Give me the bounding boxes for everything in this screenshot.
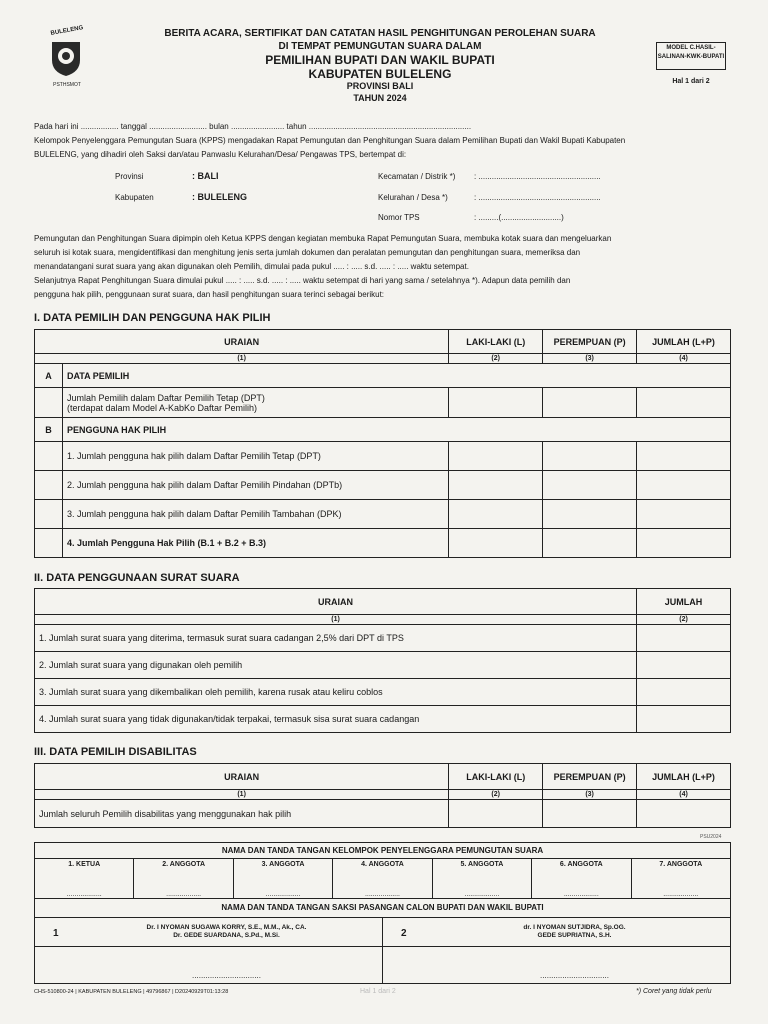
sign-anggota-2[interactable]: 2. ANGGOTA .................. — [134, 859, 233, 899]
col-header-uraian-3: URAIAN — [35, 764, 449, 790]
row-label-b: B — [35, 418, 63, 442]
kpps-title: NAMA DAN TANDA TANGAN KELOMPOK PENYELENGGARA PEMUNGUTAN SUARA — [35, 843, 730, 859]
input-dpt-j[interactable] — [637, 388, 731, 418]
kelurahan-label: Kelurahan / Desa *) — [378, 193, 448, 202]
intro-line-2: Kelompok Penyelenggara Pemungutan Suara (KPPS) mengadakan Rapat Pemungutan dan Penghitungan Suara dalam Pemilihan Bupati dan Wakil Bupati Kabupaten — [34, 136, 626, 145]
section-1-title: I. DATA PEMILIH DAN PENGGUNA HAK PILIH — [34, 312, 271, 324]
logo — [38, 25, 96, 94]
input-b3-p[interactable] — [543, 500, 637, 529]
input-s2-3[interactable] — [637, 679, 731, 706]
saksi-2-number: 2 — [401, 928, 407, 939]
intro-line-3: BULELENG, yang dihadiri oleh Saksi dan/atau Panwaslu Kelurahan/Desa/ Pengawas TPS, bertempat di: — [34, 150, 407, 159]
row-dpt: Jumlah Pemilih dalam Daftar Pemilih Tetap (DPT) (terdapat dalam Model A-KabKo Daftar Pemilih) — [62, 388, 448, 418]
paragraph-line-5: pengguna hak pilih, penggunaan surat suara, dan hasil penghitungan suara terinci sebagai berikut: — [34, 290, 385, 299]
saksi-1-number: 1 — [53, 928, 59, 939]
title-line-2: DI TEMPAT PEMUNGUTAN SUARA DALAM — [278, 41, 482, 52]
input-s3-j[interactable] — [637, 800, 731, 828]
col-header-uraian-2: URAIAN — [35, 589, 637, 615]
input-b2-l[interactable] — [449, 471, 543, 500]
section-2-title: II. DATA PENGGUNAAN SURAT SUARA — [34, 572, 240, 584]
col-header-perempuan: PEREMPUAN (P) — [543, 330, 637, 354]
input-dpt-l[interactable] — [449, 388, 543, 418]
row-b3: 3. Jumlah pengguna hak pilih dalam Daftar Pemilih Tambahan (DPK) — [62, 500, 448, 529]
sign-anggota-7[interactable]: 7. ANGGOTA .................. — [659, 861, 703, 898]
paragraph-line-3: menandatangani surat suara yang akan digunakan oleh Pemilih, dimulai pada pukul ..... : ..... s.d. ..... : ..... waktu setempat. — [34, 262, 469, 271]
input-b3-l[interactable] — [449, 500, 543, 529]
logo-text-top: BULELENG — [50, 25, 84, 37]
logo-text-bottom: PSTHSMOT — [53, 82, 81, 88]
input-b3-j[interactable] — [637, 500, 731, 529]
input-b4-j[interactable] — [637, 529, 731, 558]
col-header-jumlah-3: JUMLAH (L+P) — [637, 764, 731, 790]
sign-anggota-4[interactable]: 4. ANGGOTA .................. — [333, 859, 432, 899]
paragraph-line-1: Pemungutan dan Penghitungan Suara dipimpin oleh Ketua KPPS dengan kegiatan membuka Rapat Pemungutan Suara, membuka kotak suara dan mengeluarkan — [34, 234, 612, 243]
footer-id: CHS-510800-24 | KABUPATEN BULELENG | 49796867 | D20240929T01:13:28 — [34, 989, 229, 995]
input-s2-2[interactable] — [637, 652, 731, 679]
form-code: PSU2024 — [700, 834, 722, 840]
section-3-title: III. DATA PEMILIH DISABILITAS — [34, 746, 197, 758]
table-disabilitas — [34, 763, 731, 828]
row-label-a: A — [35, 364, 63, 388]
col-header-uraian: URAIAN — [35, 330, 449, 354]
row-title-pengguna: PENGGUNA HAK PILIH — [62, 418, 730, 442]
col-num-4: (4) — [637, 354, 731, 364]
input-b4-l[interactable] — [449, 529, 543, 558]
input-b2-p[interactable] — [543, 471, 637, 500]
kabupaten-label: Kabupaten — [115, 193, 154, 202]
input-b1-j[interactable] — [637, 442, 731, 471]
row-title-data-pemilih: DATA PEMILIH — [62, 364, 730, 388]
row-b2: 2. Jumlah pengguna hak pilih dalam Daftar Pemilih Pindahan (DPTb) — [62, 471, 448, 500]
paragraph-line-2: seluruh isi kotak suara, mengidentifikasi dan menghitung jenis serta jumlah dokumen dan peralatan pemungutan dan penghitungan suara, memeriksa dan — [34, 248, 581, 257]
col-num-3: (3) — [543, 354, 637, 364]
row-s2-4: 4. Jumlah surat suara yang tidak digunakan/tidak terpakai, termasuk sisa surat suara cadangan — [35, 706, 637, 733]
input-s3-l[interactable] — [449, 800, 543, 828]
title-line-1: BERITA ACARA, SERTIFIKAT DAN CATATAN HASIL PENGHITUNGAN PEROLEHAN SUARA — [164, 28, 596, 39]
row-s2-2: 2. Jumlah surat suara yang digunakan oleh pemilih — [35, 652, 637, 679]
input-b1-l[interactable] — [449, 442, 543, 471]
col-num-3-s3: (3) — [543, 790, 637, 800]
row-b1: 1. Jumlah pengguna hak pilih dalam Daftar Pemilih Tetap (DPT) — [62, 442, 448, 471]
sign-anggota-5[interactable]: 5. ANGGOTA .................. — [433, 859, 532, 899]
input-s2-1[interactable] — [637, 625, 731, 652]
page-number: Hal 1 dari 2 — [672, 78, 710, 85]
tps-field[interactable]: : .........(...........................) — [474, 213, 564, 222]
title-line-5: PROVINSI BALI — [346, 81, 414, 91]
kecamatan-field[interactable]: : ....................................................... — [474, 172, 601, 181]
input-s2-4[interactable] — [637, 706, 731, 733]
col-num-2: (2) — [449, 354, 543, 364]
col-header-laki: LAKI-LAKI (L) — [449, 330, 543, 354]
sign-anggota-6[interactable]: 6. ANGGOTA .................. — [532, 859, 631, 899]
col-header-jumlah: JUMLAH (L+P) — [637, 330, 731, 354]
title-line-4: KABUPATEN BULELENG — [308, 67, 452, 81]
input-s3-p[interactable] — [543, 800, 637, 828]
tps-label: Nomor TPS — [378, 213, 420, 222]
sign-saksi-1[interactable]: 1 Dr. I NYOMAN SUGAWA KORRY, S.E., M.M., Ak., CA. Dr. GEDE SUARDANA, S.Pd., M.Si. ............................... — [35, 918, 383, 984]
paragraph-line-4: Selanjutnya Rapat Penghitungan Suara dimulai pukul ..... : ..... s.d. ..... : ..... waktu setempat di hari yang sama / setelahnya *). Adapun data pemilih dan — [34, 276, 571, 285]
kelurahan-field[interactable]: : ....................................................... — [474, 193, 601, 202]
table-data-pemilih — [34, 329, 731, 558]
intro-line-1: Pada hari ini ................. tanggal .......................... bulan ........................ tahun ......................................................................... — [34, 122, 472, 131]
col-num-2-s3: (2) — [449, 790, 543, 800]
input-b1-p[interactable] — [543, 442, 637, 471]
col-num-4-s3: (4) — [637, 790, 731, 800]
col-num-1-s3: (1) — [35, 790, 449, 800]
sign-anggota-3[interactable]: 3. ANGGOTA .................. — [234, 859, 333, 899]
table-surat-suara — [34, 588, 731, 733]
title-line-3: PEMILIHAN BUPATI DAN WAKIL BUPATI — [265, 53, 495, 67]
model-box: MODEL C.HASIL-SALINAN-KWK-BUPATI — [656, 42, 726, 70]
col-num-1-s2: (1) — [35, 615, 637, 625]
provinsi-value: : BALI — [192, 171, 219, 181]
col-header-jumlah-2: JUMLAH — [637, 589, 731, 615]
kecamatan-label: Kecamatan / Distrik *) — [378, 172, 456, 181]
saksi-title: NAMA DAN TANDA TANGAN SAKSI PASANGAN CALON BUPATI DAN WAKIL BUPATI — [35, 899, 730, 918]
row-b4: 4. Jumlah Pengguna Hak Pilih (B.1 + B.2 + B.3) — [62, 529, 448, 558]
row-s3-1: Jumlah seluruh Pemilih disabilitas yang menggunakan hak pilih — [35, 800, 449, 828]
kabupaten-value: : BULELENG — [192, 192, 247, 202]
input-dpt-p[interactable] — [543, 388, 637, 418]
col-num-1: (1) — [35, 354, 449, 364]
col-header-laki-3: LAKI-LAKI (L) — [449, 764, 543, 790]
row-s2-1: 1. Jumlah surat suara yang diterima, termasuk surat suara cadangan 2,5% dari DPT di TPS — [35, 625, 637, 652]
col-num-2-s2: (2) — [637, 615, 731, 625]
title-line-6: TAHUN 2024 — [353, 93, 407, 103]
sign-saksi-2[interactable]: 2 dr. I NYOMAN SUTJIDRA, Sp.OG. GEDE SUPRIATNA, S.H. ............................... — [383, 918, 730, 984]
signature-saksi-box — [34, 898, 731, 984]
row-s2-3: 3. Jumlah surat suara yang dikembalikan oleh pemilih, karena rusak atau keliru coblos — [35, 679, 637, 706]
col-header-perempuan-3: PEREMPUAN (P) — [543, 764, 637, 790]
emblem-icon — [48, 38, 84, 78]
input-b2-j[interactable] — [637, 471, 731, 500]
footer-note: *) Coret yang tidak perlu — [636, 988, 712, 995]
input-b4-p[interactable] — [543, 529, 637, 558]
provinsi-label: Provinsi — [115, 172, 144, 181]
sign-ketua[interactable]: 1. KETUA .................. — [35, 859, 134, 899]
signature-kpps-box — [34, 842, 731, 899]
footer-page: Hal 1 dari 2 — [360, 988, 396, 995]
